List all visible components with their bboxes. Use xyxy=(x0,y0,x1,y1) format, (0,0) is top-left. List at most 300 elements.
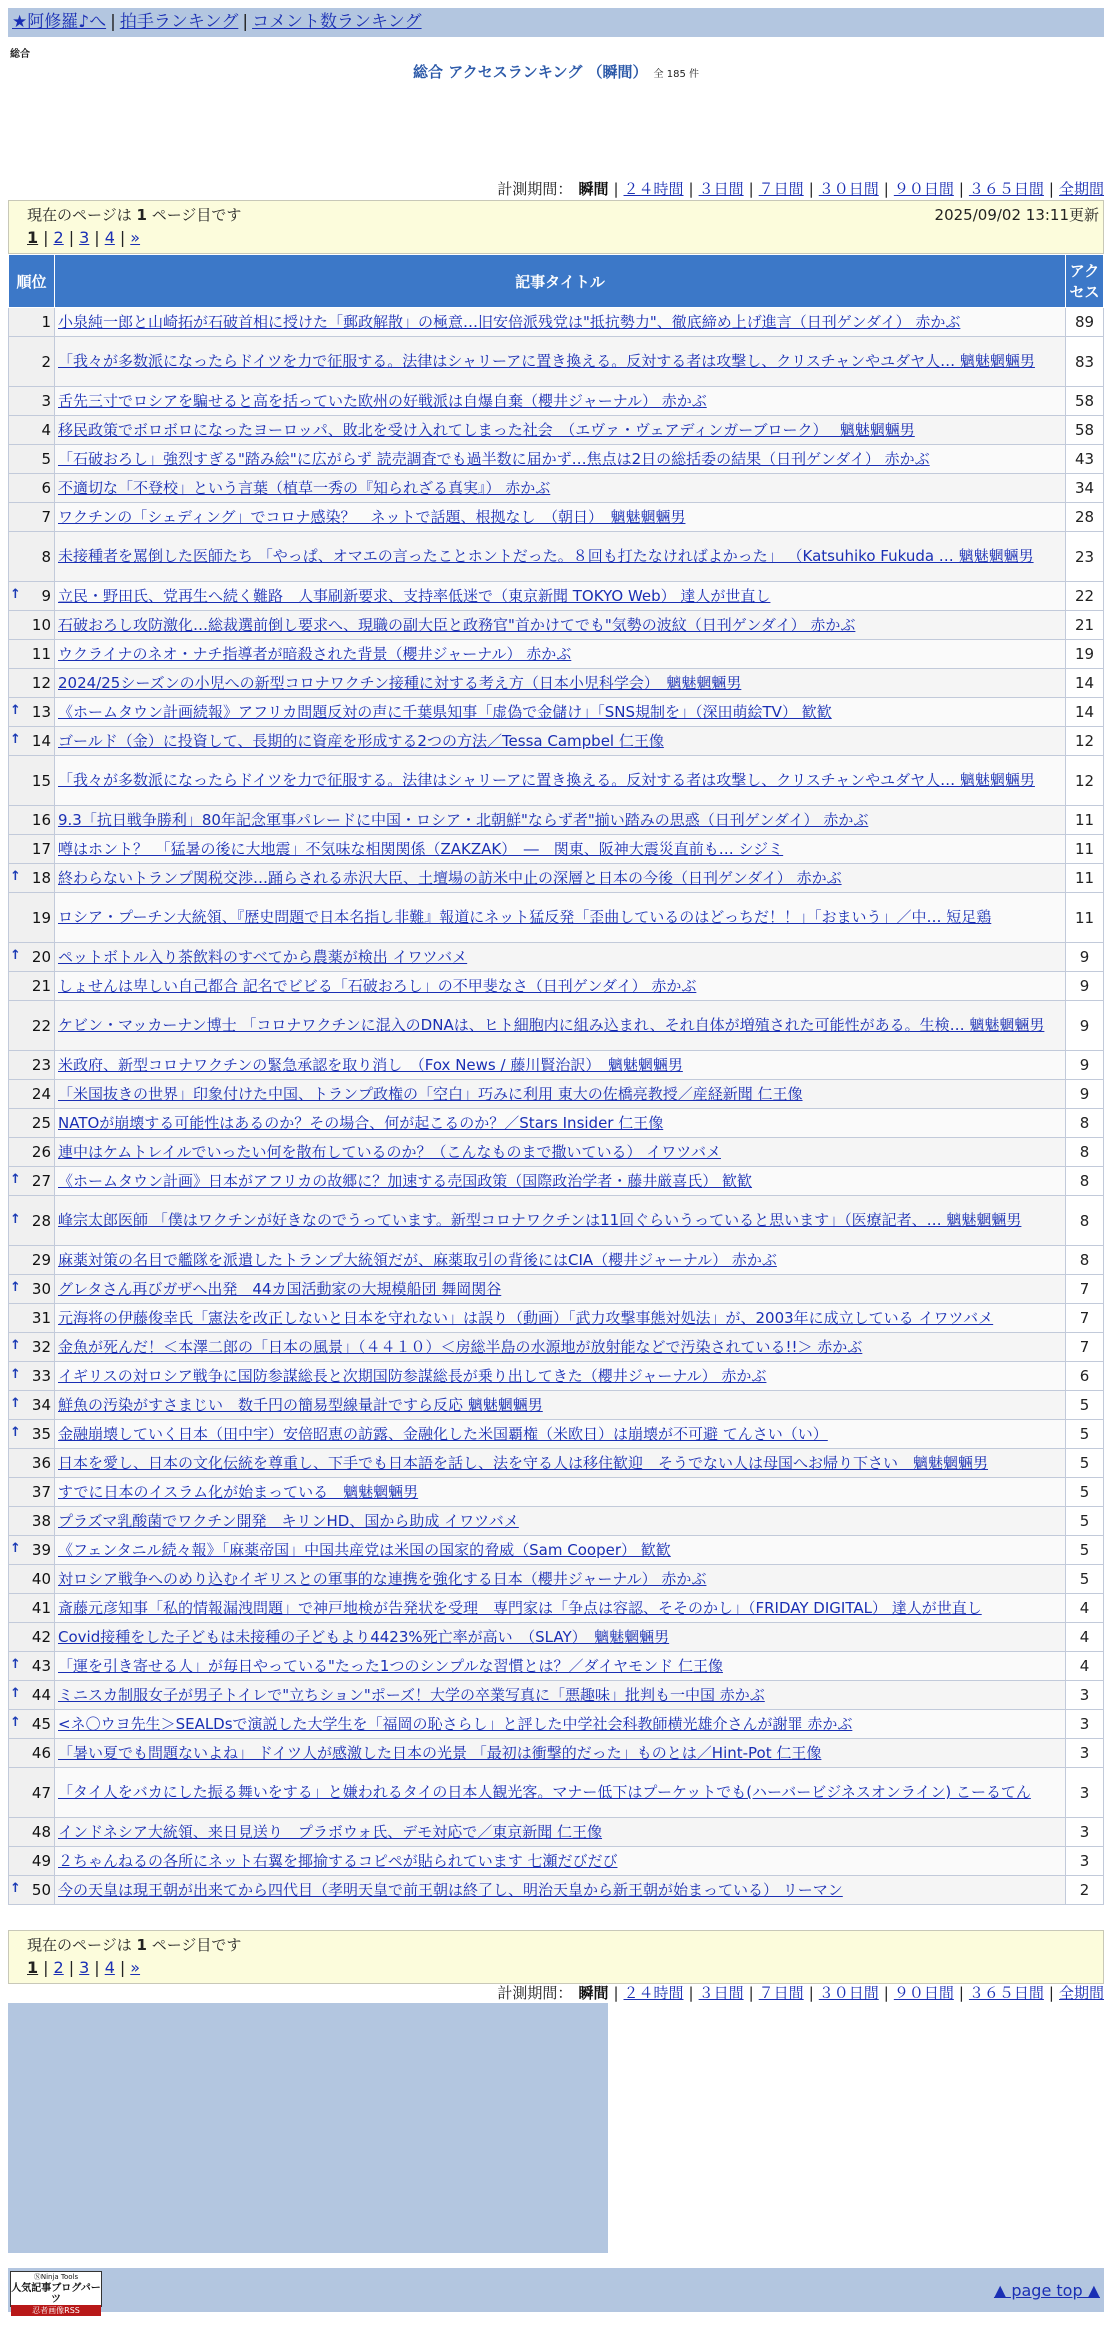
title-cell xyxy=(55,835,1066,864)
table-row xyxy=(9,1333,1104,1362)
article-link[interactable]: 小泉純一郎と山崎拓が石破首相に授けた「郵政解散」の極意…旧安倍派残党は"抵抗勢力"、徹底締め上げ進言（日刊ゲンダイ） 赤かぶ xyxy=(58,312,961,331)
table-row xyxy=(9,474,1104,503)
period-option[interactable]: ３６５日間 xyxy=(968,180,1044,198)
article-link[interactable]: 「米国抜きの世界」印象付けた中国、トランプ政権の「空白」巧みに利用 東大の佐橋亮教授／産経新聞 仁王像 xyxy=(58,1084,803,1103)
rank-number: 2 xyxy=(41,352,51,371)
access-count: 28 xyxy=(1066,503,1104,532)
access-count: 5 xyxy=(1066,1507,1104,1536)
rank-cell xyxy=(9,1536,55,1565)
period-separator: | xyxy=(958,1984,964,2002)
title-cell xyxy=(55,669,1066,698)
access-count: 58 xyxy=(1066,387,1104,416)
article-link[interactable]: NATOが崩壊する可能性はあるのか？その場合、何が起こるのか？／Stars Insider 仁王像 xyxy=(58,1113,664,1132)
pagination xyxy=(27,228,140,247)
table-row xyxy=(9,943,1104,972)
title-cell xyxy=(55,727,1066,756)
period-option[interactable]: ３０日間 xyxy=(818,180,879,198)
rank-number: 37 xyxy=(31,1483,51,1501)
title-cell xyxy=(55,474,1066,503)
article-link[interactable]: 石破おろし攻防激化…総裁選前倒し要求へ、現職の副大臣と政務官"首かけてでも"気勢の波紋（日刊ゲンダイ） 赤かぶ xyxy=(58,615,856,634)
rank-number: 30 xyxy=(31,1280,51,1298)
rank-up-icon: ↑ xyxy=(10,1172,21,1187)
rank-cell xyxy=(9,1275,55,1304)
table-row xyxy=(9,1196,1104,1246)
rank-cell xyxy=(9,474,55,503)
article-link[interactable]: ペットボトル入り茶飲料のすべてから農薬が検出 イワツバメ xyxy=(58,947,468,966)
rank-cell xyxy=(9,1196,55,1246)
title-cell xyxy=(55,532,1066,582)
rank-up-icon: ↑ xyxy=(10,587,21,602)
ninja-tools-logo[interactable] xyxy=(10,2271,102,2315)
rank-cell xyxy=(9,943,55,972)
access-count: 6 xyxy=(1066,1362,1104,1391)
ad-area xyxy=(8,2003,608,2253)
access-count: 8 xyxy=(1066,1138,1104,1167)
pagination-link[interactable]: » xyxy=(130,1958,141,1977)
header-rank: 順位 xyxy=(9,255,55,308)
access-count: 7 xyxy=(1066,1333,1104,1362)
rank-cell xyxy=(9,1304,55,1333)
article-link[interactable]: 「タイ人をバカにした振る舞いをする」と嫌われるタイの日本人観光客。マナー低下はプーケットでも(ハーバービジネスオンライン) こーるてん xyxy=(58,1783,1031,1801)
rank-number: 46 xyxy=(31,1744,51,1762)
rank-number: 47 xyxy=(31,1783,51,1802)
title-cell xyxy=(55,1507,1066,1536)
rank-cell xyxy=(9,864,55,893)
pagination-link[interactable]: 4 xyxy=(104,1958,115,1977)
pagination-separator: | xyxy=(94,1958,100,1977)
article-link[interactable]: 金魚が死んだ！＜本澤二郎の「日本の風景」（４４１０）＜房総半島の水源地が放射能などで汚染されている!!＞ 赤かぶ xyxy=(58,1337,863,1356)
period-option[interactable]: ７日間 xyxy=(758,180,804,198)
period-option[interactable]: 全期間 xyxy=(1058,1984,1104,2002)
rank-up-icon: ↑ xyxy=(10,869,21,884)
article-link[interactable]: ミニスカ制服女子が男子トイレで"立ちション"ポーズ！大学の卒業写真に「悪趣味」批判も一中国 赤かぶ xyxy=(58,1685,765,1704)
access-count: 4 xyxy=(1066,1652,1104,1681)
rank-number: 9 xyxy=(41,587,51,605)
table-row xyxy=(9,1449,1104,1478)
rank-up-icon: ↑ xyxy=(10,1425,21,1440)
pagination xyxy=(27,1958,140,1977)
access-count: 3 xyxy=(1066,1710,1104,1739)
rank-cell xyxy=(9,503,55,532)
title-cell xyxy=(55,416,1066,445)
rank-number: 20 xyxy=(31,948,51,966)
title-cell xyxy=(55,864,1066,893)
access-count: 12 xyxy=(1066,727,1104,756)
period-current: 瞬間 xyxy=(578,180,609,198)
table-row xyxy=(9,1623,1104,1652)
access-count: 12 xyxy=(1066,756,1104,806)
period-option[interactable]: ７日間 xyxy=(758,1984,804,2002)
table-row xyxy=(9,582,1104,611)
title-cell xyxy=(55,1768,1066,1818)
current-page-post: ページ目です xyxy=(146,206,242,224)
table-row xyxy=(9,1001,1104,1051)
article-link[interactable]: 「石破おろし」強烈すぎる"踏み絵"に広がらず 読売調査でも過半数に届かず…焦点は2日の総括委の結果（日刊ゲンダイ） 赤かぶ xyxy=(58,449,930,468)
title-cell xyxy=(55,1536,1066,1565)
title-cell xyxy=(55,1710,1066,1739)
article-link[interactable]: 麻薬対策の名目で艦隊を派遣したトランプ大統領だが、麻薬取引の背後にはCIA（櫻井ジャーナル） 赤かぶ xyxy=(58,1250,777,1269)
period-option[interactable]: ３日間 xyxy=(698,1984,744,2002)
rank-cell xyxy=(9,1876,55,1905)
article-link[interactable]: 連中はケムトレイルでいったい何を散布しているのか？（こんなものまで撒いている） イワツバメ xyxy=(58,1142,721,1161)
rank-cell xyxy=(9,582,55,611)
table-row xyxy=(9,1420,1104,1449)
access-count: 9 xyxy=(1066,1080,1104,1109)
title-cell xyxy=(55,1652,1066,1681)
article-link[interactable]: 「暑い夏でも問題ないよね」 ドイツ人が感激した日本の光景 「最初は衝撃的だった」ものとは／Hint-Pot 仁王像 xyxy=(58,1743,822,1762)
rank-cell xyxy=(9,445,55,474)
title-cell xyxy=(55,1681,1066,1710)
access-count: 9 xyxy=(1066,943,1104,972)
table-row xyxy=(9,1818,1104,1847)
rank-number: 13 xyxy=(31,703,51,721)
table-row xyxy=(9,445,1104,474)
logo-line: ⓃNinja Tools xyxy=(33,2273,79,2281)
rank-number: 5 xyxy=(41,450,51,468)
period-separator: | xyxy=(613,1984,619,2002)
rank-number: 45 xyxy=(31,1715,51,1733)
rank-up-icon: ↑ xyxy=(10,1211,21,1227)
article-link[interactable]: 9.3「抗日戦争勝利」80年記念軍事パレードに中国・ロシア・北朝鮮"ならず者"揃い踏みの思惑（日刊ゲンダイ） 赤かぶ xyxy=(58,810,869,829)
pagination-link[interactable]: 2 xyxy=(53,1958,64,1977)
title-cell xyxy=(55,756,1066,806)
table-row xyxy=(9,1594,1104,1623)
article-count: 全 185 件 xyxy=(653,69,699,80)
period-option[interactable]: ９０日間 xyxy=(893,1984,954,2002)
pagination-link[interactable]: 3 xyxy=(79,228,90,247)
rank-cell xyxy=(9,1420,55,1449)
rank-number: 36 xyxy=(31,1454,51,1472)
access-count: 5 xyxy=(1066,1420,1104,1449)
title-cell xyxy=(55,1565,1066,1594)
rank-cell xyxy=(9,893,55,943)
table-row xyxy=(9,669,1104,698)
article-link[interactable]: 日本を愛し、日本の文化伝統を尊重し、下手でも日本語を話し、法を守る人は移住歓迎 そうでない人は母国へお帰り下さい 魑魅魍魎男 xyxy=(58,1453,989,1472)
pagination-separator: | xyxy=(119,228,126,247)
article-link[interactable]: 金融崩壊していく日本（田中宇）安倍昭恵の訪露、金融化した米国覇権（米欧日）は崩壊が不可避 てんさい（い） xyxy=(58,1424,828,1443)
pagination-link[interactable]: » xyxy=(130,228,141,247)
article-link[interactable]: ワクチンの「シェディング」でコロナ感染？ ネットで話題、根拠なし （朝日） 魑魅魍魎男 xyxy=(58,507,686,526)
pagination-separator: | xyxy=(43,1958,49,1977)
table-row xyxy=(9,1876,1104,1905)
article-link[interactable]: プラズマ乳酸菌でワクチン開発 キリンHD、国から助成 イワツバメ xyxy=(58,1511,519,1530)
table-row xyxy=(9,1847,1104,1876)
access-count: 8 xyxy=(1066,1246,1104,1275)
rank-number: 6 xyxy=(41,479,51,497)
title-cell xyxy=(55,1391,1066,1420)
title-cell xyxy=(55,1478,1066,1507)
rank-cell xyxy=(9,1109,55,1138)
rank-cell xyxy=(9,1594,55,1623)
title-cell xyxy=(55,1876,1066,1905)
rank-up-icon: ↑ xyxy=(10,1686,21,1701)
rank-number: 38 xyxy=(31,1512,51,1530)
nav-link-asyura[interactable]: ★阿修羅♪へ xyxy=(12,12,107,32)
period-separator: | xyxy=(688,1984,694,2002)
nav-link-comment-ranking[interactable]: コメント数ランキング xyxy=(252,12,422,32)
title-cell xyxy=(55,1362,1066,1391)
table-row xyxy=(9,1391,1104,1420)
access-count: 9 xyxy=(1066,1051,1104,1080)
period-separator: | xyxy=(883,180,889,198)
article-link[interactable]: インドネシア大統領、来日見送り プラボウォ氏、デモ対応で／東京新聞 仁王像 xyxy=(58,1822,603,1841)
access-count: 5 xyxy=(1066,1478,1104,1507)
pagination-separator: | xyxy=(68,228,75,247)
rank-number: 40 xyxy=(31,1570,51,1588)
period-label: 計測期間： xyxy=(497,1984,573,2002)
pagination-separator: | xyxy=(68,1958,75,1977)
rank-number: 42 xyxy=(31,1628,51,1646)
article-link[interactable]: 《ホームタウン計画続報》アフリカ問題反対の声に千葉県知事「虚偽で金儲け」「SNS規制を」（深田萌絵TV） 歓歓 xyxy=(58,702,832,721)
title-cell xyxy=(55,1275,1066,1304)
pagination-link[interactable]: 3 xyxy=(79,1958,90,1977)
title-cell xyxy=(55,1449,1066,1478)
rank-number: 22 xyxy=(31,1016,51,1035)
table-row xyxy=(9,1051,1104,1080)
rank-cell xyxy=(9,1623,55,1652)
rank-cell xyxy=(9,1246,55,1275)
title-cell xyxy=(55,1304,1066,1333)
rank-number: 23 xyxy=(31,1056,51,1074)
period-label: 計測期間： xyxy=(497,180,573,198)
rank-number: 27 xyxy=(31,1172,51,1190)
period-separator: | xyxy=(808,1984,814,2002)
table-row xyxy=(9,1167,1104,1196)
table-row xyxy=(9,1652,1104,1681)
access-count: 11 xyxy=(1066,893,1104,943)
article-link[interactable]: ゴールド（金）に投資して、長期的に資産を形成する2つの方法／Tessa Campbel 仁王像 xyxy=(58,731,664,750)
article-link[interactable]: 対ロシア戦争へのめり込むイギリスとの軍事的な連携を強化する日本（櫻井ジャーナル） 赤かぶ xyxy=(58,1569,707,1588)
current-page-pre: 現在のページは xyxy=(27,1936,137,1954)
article-link[interactable]: 未接種者を罵倒した医師たち 「やっぱ、オマエの言ったことホントだった。８回も打たなければよかった」 （Katsuhiko Fukuda … 魑魅魍魎男 xyxy=(58,547,1034,565)
rank-cell xyxy=(9,387,55,416)
title-cell xyxy=(55,503,1066,532)
table-row xyxy=(9,698,1104,727)
table-row xyxy=(9,1362,1104,1391)
period-option[interactable]: ２４時間 xyxy=(623,1984,684,2002)
title-cell xyxy=(55,1246,1066,1275)
top-nav xyxy=(8,8,1104,37)
article-link[interactable]: 《フェンタニル続々報》「麻薬帝国」中国共産党は米国の国家的脅威（Sam Cooper） 歓歓 xyxy=(58,1540,671,1559)
pagination-link[interactable]: 4 xyxy=(104,228,115,247)
rank-cell xyxy=(9,1681,55,1710)
rank-cell xyxy=(9,698,55,727)
pagination-current: 1 xyxy=(27,228,39,247)
article-link[interactable]: <ネ〇ウヨ先生＞SEALDsで演説した大学生を「福岡の恥さらし」と評した中学社会科教師横光雄介さんが謝罪 赤かぶ xyxy=(58,1714,853,1733)
rank-cell xyxy=(9,1818,55,1847)
rank-cell xyxy=(9,972,55,1001)
rank-cell xyxy=(9,669,55,698)
title-cell xyxy=(55,972,1066,1001)
article-link[interactable]: 峰宗太郎医師 「僕はワクチンが好きなのでうっています。新型コロナワクチンは11回ぐらいうっていると思います」（医療記者、… 魑魅魍魎男 xyxy=(58,1211,1022,1229)
access-count: 8 xyxy=(1066,1167,1104,1196)
access-count: 8 xyxy=(1066,1109,1104,1138)
updated-time: 2025/09/02 13:11更新 xyxy=(934,206,1099,224)
article-link[interactable]: 《ホームタウン計画》日本がアフリカの故郷に？加速する売国政策（国際政治学者・藤井厳喜氏） 歓歓 xyxy=(58,1171,753,1190)
rank-number: 48 xyxy=(31,1823,51,1841)
rank-number: 18 xyxy=(31,869,51,887)
article-link[interactable]: 「運を引き寄せる人」が毎日やっている"たった1つのシンプルな習慣とは？／ダイヤモンド 仁王像 xyxy=(58,1656,723,1675)
title-cell xyxy=(55,582,1066,611)
access-count: 9 xyxy=(1066,1001,1104,1051)
table-row xyxy=(9,835,1104,864)
article-link[interactable]: 斎藤元彦知事「私的情報漏洩問題」で神戸地検が告発状を受理 専門家は「争点は容認、そそのかし」（FRIDAY DIGITAL） 達人が世直し xyxy=(58,1598,982,1617)
article-link[interactable]: ケビン・マッカーナン博士 「コロナワクチンに混入のDNAは、ヒト細胞内に組み込まれ、それ自体が増殖された可能性がある。生検… 魑魅魍魎男 xyxy=(58,1016,1045,1034)
current-page-pre: 現在のページは xyxy=(27,206,137,224)
table-row xyxy=(9,1080,1104,1109)
access-count: 11 xyxy=(1066,835,1104,864)
pagination-link[interactable]: 2 xyxy=(53,228,64,247)
article-link[interactable]: グレタさん再びガザへ出発 44カ国活動家の大規模船団 舞岡関谷 xyxy=(58,1279,502,1298)
title-cell xyxy=(55,1594,1066,1623)
table-row xyxy=(9,416,1104,445)
category-tag: 総合 xyxy=(10,49,30,60)
title-cell xyxy=(55,943,1066,972)
rank-cell xyxy=(9,1333,55,1362)
access-count: 83 xyxy=(1066,337,1104,387)
rank-cell xyxy=(9,1449,55,1478)
period-option[interactable]: ９０日間 xyxy=(893,180,954,198)
article-link[interactable]: ２ちゃんねるの各所にネット右翼を揶揄するコピペが貼られています 七瀬だびだび xyxy=(58,1851,618,1870)
article-link[interactable]: 終わらないトランプ関税交渉…踊らされる赤沢大臣、土壇場の訪米中止の深層と日本の今後（日刊ゲンダイ） 赤かぶ xyxy=(58,868,842,887)
rank-cell xyxy=(9,1710,55,1739)
access-count: 89 xyxy=(1066,308,1104,337)
title-cell xyxy=(55,337,1066,387)
rank-number: 7 xyxy=(41,508,51,526)
title-cell xyxy=(55,1080,1066,1109)
period-option[interactable]: ３０日間 xyxy=(818,1984,879,2002)
access-count: 11 xyxy=(1066,806,1104,835)
article-link[interactable]: ウクライナのネオ・ナチ指導者が暗殺された背景（櫻井ジャーナル） 赤かぶ xyxy=(58,644,572,663)
table-row xyxy=(9,1565,1104,1594)
article-link[interactable]: 「我々が多数派になったらドイツを力で征服する。法律はシャリーアに置き換える。反対する者は攻撃し、クリスチャンやユダヤ人… 魑魅魍魎男 xyxy=(58,352,1035,370)
table-row xyxy=(9,727,1104,756)
table-row xyxy=(9,1681,1104,1710)
access-count: 4 xyxy=(1066,1623,1104,1652)
rank-cell xyxy=(9,1167,55,1196)
table-row xyxy=(9,308,1104,337)
access-count: 3 xyxy=(1066,1818,1104,1847)
article-link[interactable]: 舌先三寸でロシアを騙せると高を括っていた欧州の好戦派は自爆自棄（櫻井ジャーナル） 赤かぶ xyxy=(58,391,707,410)
title-cell xyxy=(55,698,1066,727)
period-option[interactable]: 全期間 xyxy=(1058,180,1104,198)
table-row xyxy=(9,1768,1104,1818)
article-link[interactable]: しょせんは卑しい自己都合 記名でビビる「石破おろし」の不甲斐なさ（日刊ゲンダイ） 赤かぶ xyxy=(58,976,697,995)
nav-link-clap-ranking[interactable]: 拍手ランキング xyxy=(119,12,239,32)
access-count: 21 xyxy=(1066,611,1104,640)
rank-cell xyxy=(9,806,55,835)
footer-bar xyxy=(8,2268,1104,2315)
rank-number: 14 xyxy=(31,732,51,750)
article-link[interactable]: 噂はホント？ 「猛暑の後に大地震」不気味な相関関係（ZAKZAK） ― 関東、阪神大震災直前も… シジミ xyxy=(58,839,784,858)
period-separator: | xyxy=(958,180,964,198)
table-row xyxy=(9,864,1104,893)
period-separator: | xyxy=(1048,1984,1054,2002)
title-cell xyxy=(55,1739,1066,1768)
article-link[interactable]: 2024/25シーズンの小児への新型コロナワクチン接種に対する考え方（日本小児科学会） 魑魅魍魎男 xyxy=(58,673,742,692)
rank-number: 16 xyxy=(31,811,51,829)
title-cell xyxy=(55,1420,1066,1449)
rank-cell xyxy=(9,1080,55,1109)
access-count: 3 xyxy=(1066,1739,1104,1768)
title-cell xyxy=(55,1138,1066,1167)
article-link[interactable]: 立民・野田氏、党再生へ続く難路 人事刷新要求、支持率低迷で（東京新聞 TOKYO Web） 達人が世直し xyxy=(58,586,771,605)
rank-number: 24 xyxy=(31,1085,51,1103)
title-cell xyxy=(55,893,1066,943)
rank-cell xyxy=(9,1051,55,1080)
pagination-separator: | xyxy=(43,228,49,247)
rank-cell xyxy=(9,1478,55,1507)
title-cell xyxy=(55,806,1066,835)
page-top-link[interactable]: ▲ page top ▲ xyxy=(993,2281,1100,2300)
article-link[interactable]: 米政府、新型コロナワクチンの緊急承認を取り消し （Fox News / 藤川賢治訳） 魑魅魍魎男 xyxy=(58,1055,683,1074)
access-count: 8 xyxy=(1066,1196,1104,1246)
table-row xyxy=(9,1739,1104,1768)
table-row xyxy=(9,1275,1104,1304)
table-row xyxy=(9,1710,1104,1739)
access-count: 14 xyxy=(1066,669,1104,698)
header-title: 記事タイトル xyxy=(55,255,1066,308)
rank-cell xyxy=(9,1001,55,1051)
table-row xyxy=(9,640,1104,669)
article-link[interactable]: 元海将の伊藤俊幸氏「憲法を改正しないと日本を守れない」は誤り（動画）「武力攻撃事態対処法」が、2003年に成立している イワツバメ xyxy=(58,1308,994,1327)
period-selector-bottom xyxy=(497,1982,1104,2003)
article-link[interactable]: イギリスの対ロシア戦争に国防参謀総長と次期国防参謀総長が乗り出してきた（櫻井ジャーナル） 赤かぶ xyxy=(58,1366,767,1385)
rank-up-icon: ↑ xyxy=(10,1338,21,1353)
current-page-number: 1 xyxy=(136,206,147,224)
nav-separator: | xyxy=(110,12,116,32)
access-count: 58 xyxy=(1066,416,1104,445)
rank-number: 26 xyxy=(31,1143,51,1161)
access-count: 11 xyxy=(1066,864,1104,893)
access-count: 5 xyxy=(1066,1449,1104,1478)
table-row xyxy=(9,503,1104,532)
article-link[interactable]: すでに日本のイスラム化が始まっている 魑魅魍魎男 xyxy=(58,1482,419,1501)
period-separator: | xyxy=(1048,180,1054,198)
rank-number: 28 xyxy=(31,1211,51,1230)
page-title-text: 総合 アクセスランキング （瞬間） xyxy=(413,63,648,81)
period-selector-top xyxy=(497,178,1104,199)
title-cell xyxy=(55,1109,1066,1138)
period-separator: | xyxy=(748,1984,754,2002)
rank-cell xyxy=(9,640,55,669)
article-link[interactable]: ロシア・プーチン大統領、『歴史問題で日本名指し非難』報道にネット猛反発「歪曲しているのはどっちだ！！」「おまいう」／中… 短足鶏 xyxy=(58,908,992,926)
article-link[interactable]: 不適切な「不登校」という言葉（植草一秀の『知られざる真実』） 赤かぶ xyxy=(58,478,551,497)
rank-cell xyxy=(9,727,55,756)
access-count: 2 xyxy=(1066,1876,1104,1905)
current-page-text xyxy=(27,204,241,225)
article-link[interactable]: 移民政策でボロボロになったヨーロッパ、敗北を受け入れてしまった社会 （エヴァ・ヴェアディンガーブローク） 魑魅魍魎男 xyxy=(58,420,915,439)
rank-number: 32 xyxy=(31,1338,51,1356)
table-row xyxy=(9,1478,1104,1507)
period-separator: | xyxy=(883,1984,889,2002)
rank-number: 50 xyxy=(31,1881,51,1899)
period-option[interactable]: ２４時間 xyxy=(623,180,684,198)
title-cell xyxy=(55,1167,1066,1196)
period-option[interactable]: ３６５日間 xyxy=(968,1984,1044,2002)
article-link[interactable]: 鮮魚の汚染がすさまじい 数千円の簡易型線量計ですら反応 魑魅魍魎男 xyxy=(58,1395,543,1414)
article-link[interactable]: 今の天皇は現王朝が出来てから四代目（孝明天皇で前王朝は終了し、明治天皇から新王朝が始まっている） リーマン xyxy=(58,1880,843,1899)
article-link[interactable]: 「我々が多数派になったらドイツを力で征服する。法律はシャリーアに置き換える。反対する者は攻撃し、クリスチャンやユダヤ人… 魑魅魍魎男 xyxy=(58,771,1035,789)
table-row xyxy=(9,387,1104,416)
period-option[interactable]: ３日間 xyxy=(698,180,744,198)
access-count: 7 xyxy=(1066,1304,1104,1333)
rank-cell xyxy=(9,532,55,582)
rank-number: 12 xyxy=(31,674,51,692)
rank-cell xyxy=(9,1652,55,1681)
header-access: アクセス xyxy=(1066,255,1104,308)
article-link[interactable]: Covid接種をした子どもは未接種の子どもより4423%死亡率が高い （SLAY） 魑魅魍魎男 xyxy=(58,1627,670,1646)
